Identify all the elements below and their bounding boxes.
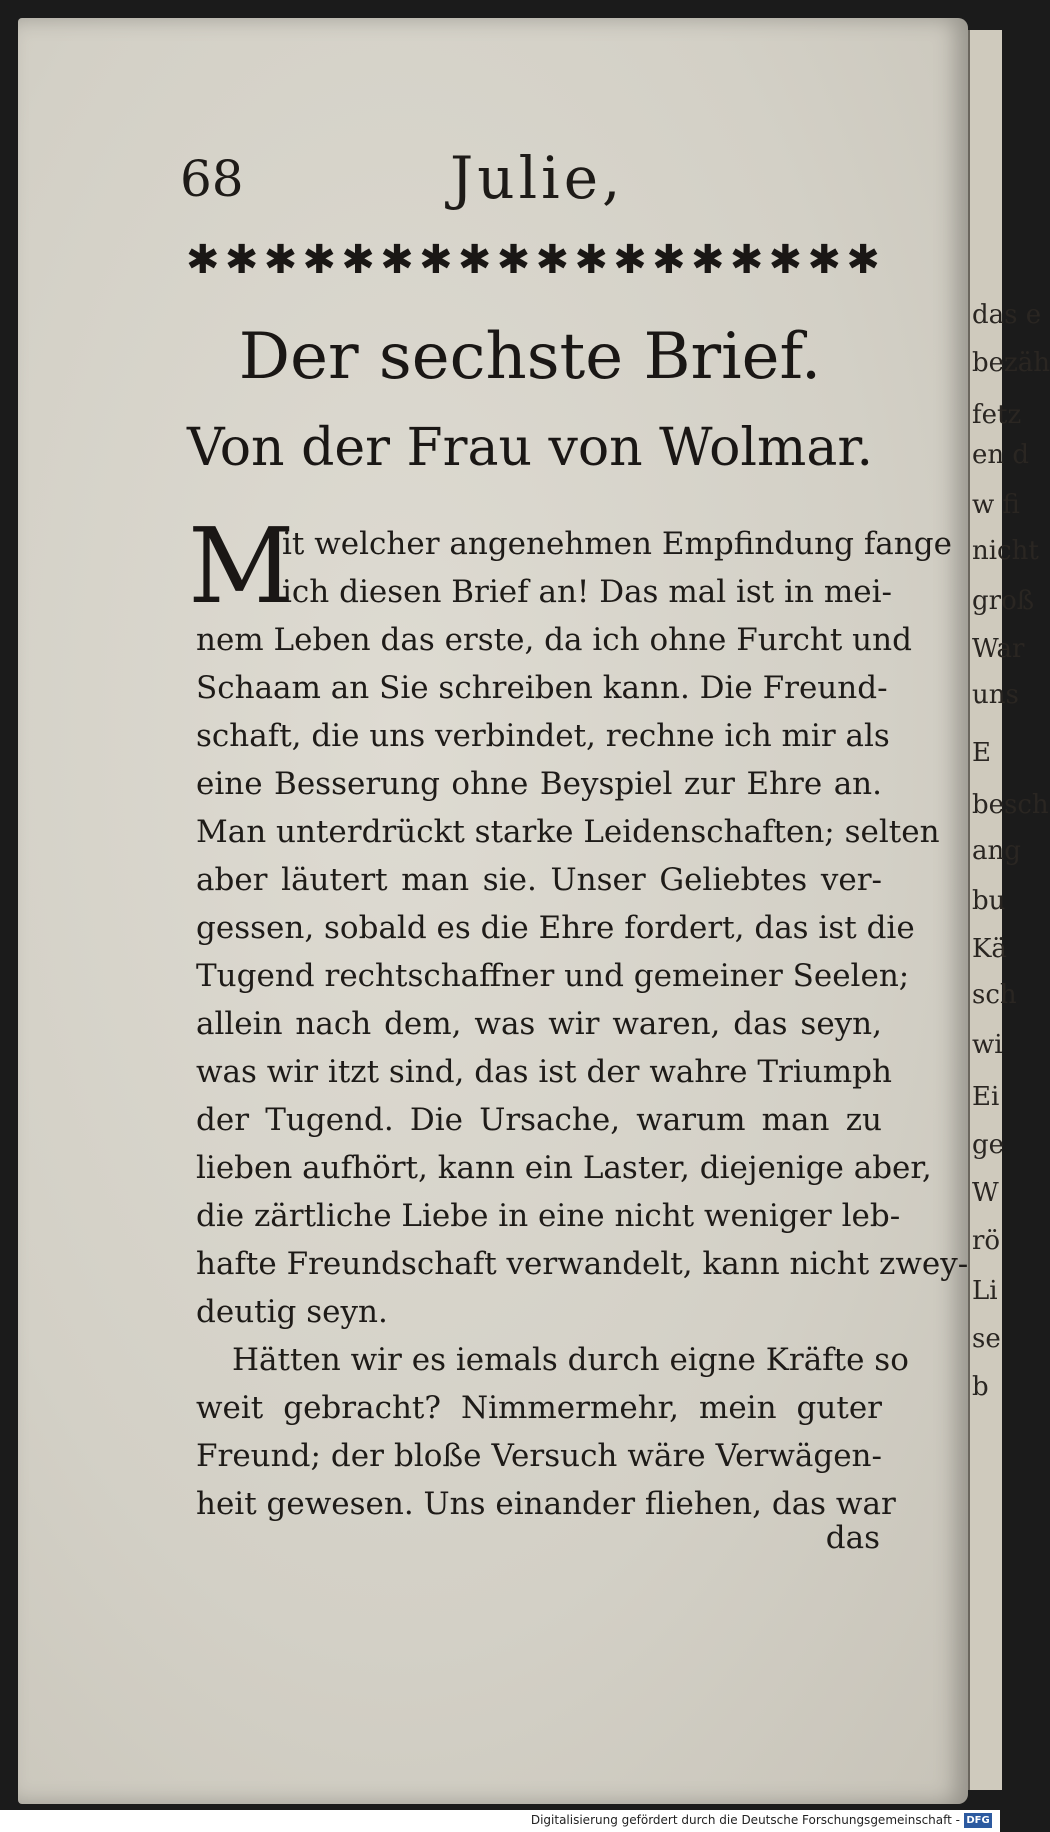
next-page-fragment: bu — [972, 886, 1006, 916]
ornament-star-icon: ✱ — [186, 237, 220, 283]
drop-cap: M — [188, 505, 295, 627]
next-page-fragment: groß — [972, 586, 1035, 616]
text-line: eine Besserung ohne Beyspiel zur Ehre an. — [196, 766, 882, 802]
next-page-fragment: besch — [972, 790, 1049, 820]
letter-title: Der sechste Brief. — [238, 320, 822, 394]
ornament-star-icon: ✱ — [613, 237, 647, 283]
next-page-fragment: rö — [972, 1226, 1001, 1256]
text-line: Schaam an Sie schreiben kann. Die Freund- — [196, 670, 888, 706]
text-line: hafte Freundschaft verwandelt, kann nicht zwey- — [196, 1246, 969, 1282]
next-page-fragment: ge — [972, 1130, 1005, 1160]
ornament-star-icon: ✱ — [263, 237, 298, 283]
text-line: ich diesen Brief an! Das mal ist in mei- — [282, 574, 892, 610]
next-page-fragment: nicht — [972, 536, 1039, 566]
ornament-star-icon: ✱ — [846, 237, 880, 283]
ornament-star-icon: ✱ — [496, 237, 531, 283]
text-line: deutig seyn. — [196, 1294, 388, 1330]
text-line: Tugend rechtschaffner und gemeiner Seelen; — [196, 958, 910, 994]
ornament-divider — [186, 236, 880, 284]
next-page-fragment: se — [972, 1324, 1001, 1354]
catchword: das — [825, 1520, 880, 1556]
ornament-star-icon: ✱ — [419, 237, 453, 283]
text-line: nem Leben das erste, da ich ohne Furcht und — [196, 622, 912, 658]
ornament-star-icon: ✱ — [457, 237, 492, 283]
ornament-star-icon: ✱ — [380, 237, 414, 283]
dfg-logo-icon: DFG — [964, 1813, 992, 1828]
ornament-star-icon: ✱ — [807, 237, 842, 283]
ornament-star-icon: ✱ — [690, 237, 725, 283]
text-line: schaft, die uns verbindet, rechne ich mir als — [196, 718, 890, 754]
next-page-fragment: sch — [972, 980, 1017, 1010]
text-line: gessen, sobald es die Ehre fordert, das ist die — [196, 910, 915, 946]
next-page-fragment: en d — [972, 440, 1030, 470]
text-line: heit gewesen. Uns einander fliehen, das war — [196, 1486, 896, 1522]
text-line: weit gebracht? Nimmermehr, mein guter — [196, 1390, 882, 1426]
next-page-fragment: w fi — [972, 490, 1020, 520]
page-header — [180, 144, 880, 220]
ornament-star-icon: ✱ — [341, 237, 375, 283]
text-line: Freund; der bloße Versuch wäre Verwägen- — [196, 1438, 882, 1474]
next-page-fragment: wi — [972, 1030, 1003, 1060]
text-line: der Tugend. Die Ursache, warum man zu — [196, 1102, 882, 1138]
ornament-star-icon: ✱ — [652, 237, 686, 283]
funding-notice: Digitalisierung gefördert durch die Deutsche Forschungsgemeinschaft - — [530, 1813, 960, 1827]
next-page-fragment: Li — [972, 1276, 998, 1306]
next-page-fragment: War — [972, 634, 1025, 664]
next-page-fragment: Kä — [972, 934, 1007, 964]
footer-bar — [0, 1810, 1000, 1832]
ornament-star-icon: ✱ — [574, 237, 608, 283]
next-page-fragment: W — [972, 1178, 999, 1208]
next-page-fragment: ang — [972, 836, 1021, 866]
ornament-star-icon: ✱ — [535, 237, 570, 283]
text-line: die zärtliche Liebe in eine nicht weniger leb- — [196, 1198, 901, 1234]
page-number: 68 — [180, 150, 244, 208]
next-page-edge — [968, 30, 1050, 1790]
text-line: it welcher angenehmen Empfindung fange — [282, 526, 952, 562]
text-line: Hätten wir es iemals durch eigne Kräfte so — [232, 1342, 909, 1378]
ornament-star-icon: ✱ — [729, 237, 764, 283]
running-head: Julie, — [450, 144, 625, 212]
next-page-fragment: E — [972, 738, 991, 768]
letter-subtitle: Von der Frau von Wolmar. — [186, 418, 874, 478]
next-page-fragment: b — [972, 1372, 989, 1402]
next-page-fragment: bezäh — [972, 348, 1050, 378]
ornament-star-icon: ✱ — [224, 237, 259, 283]
next-page-fragment: das e — [972, 300, 1042, 330]
ornament-star-icon: ✱ — [302, 237, 337, 283]
letter-body — [188, 505, 969, 1528]
text-line: aber läutert man sie. Unser Geliebtes ver- — [196, 862, 882, 898]
next-page-fragment: Ei — [972, 1082, 1000, 1112]
text-line: was wir itzt sind, das ist der wahre Triumph — [196, 1054, 892, 1090]
next-page-fragment: uns — [972, 680, 1019, 710]
text-line: allein nach dem, was wir waren, das seyn, — [196, 1006, 882, 1042]
next-page-fragment: fetz — [972, 400, 1022, 430]
text-line: lieben aufhört, kann ein Laster, diejenige aber, — [196, 1150, 932, 1186]
ornament-star-icon: ✱ — [768, 237, 803, 283]
text-line: Man unterdrückt starke Leidenschaften; selten — [196, 814, 940, 850]
